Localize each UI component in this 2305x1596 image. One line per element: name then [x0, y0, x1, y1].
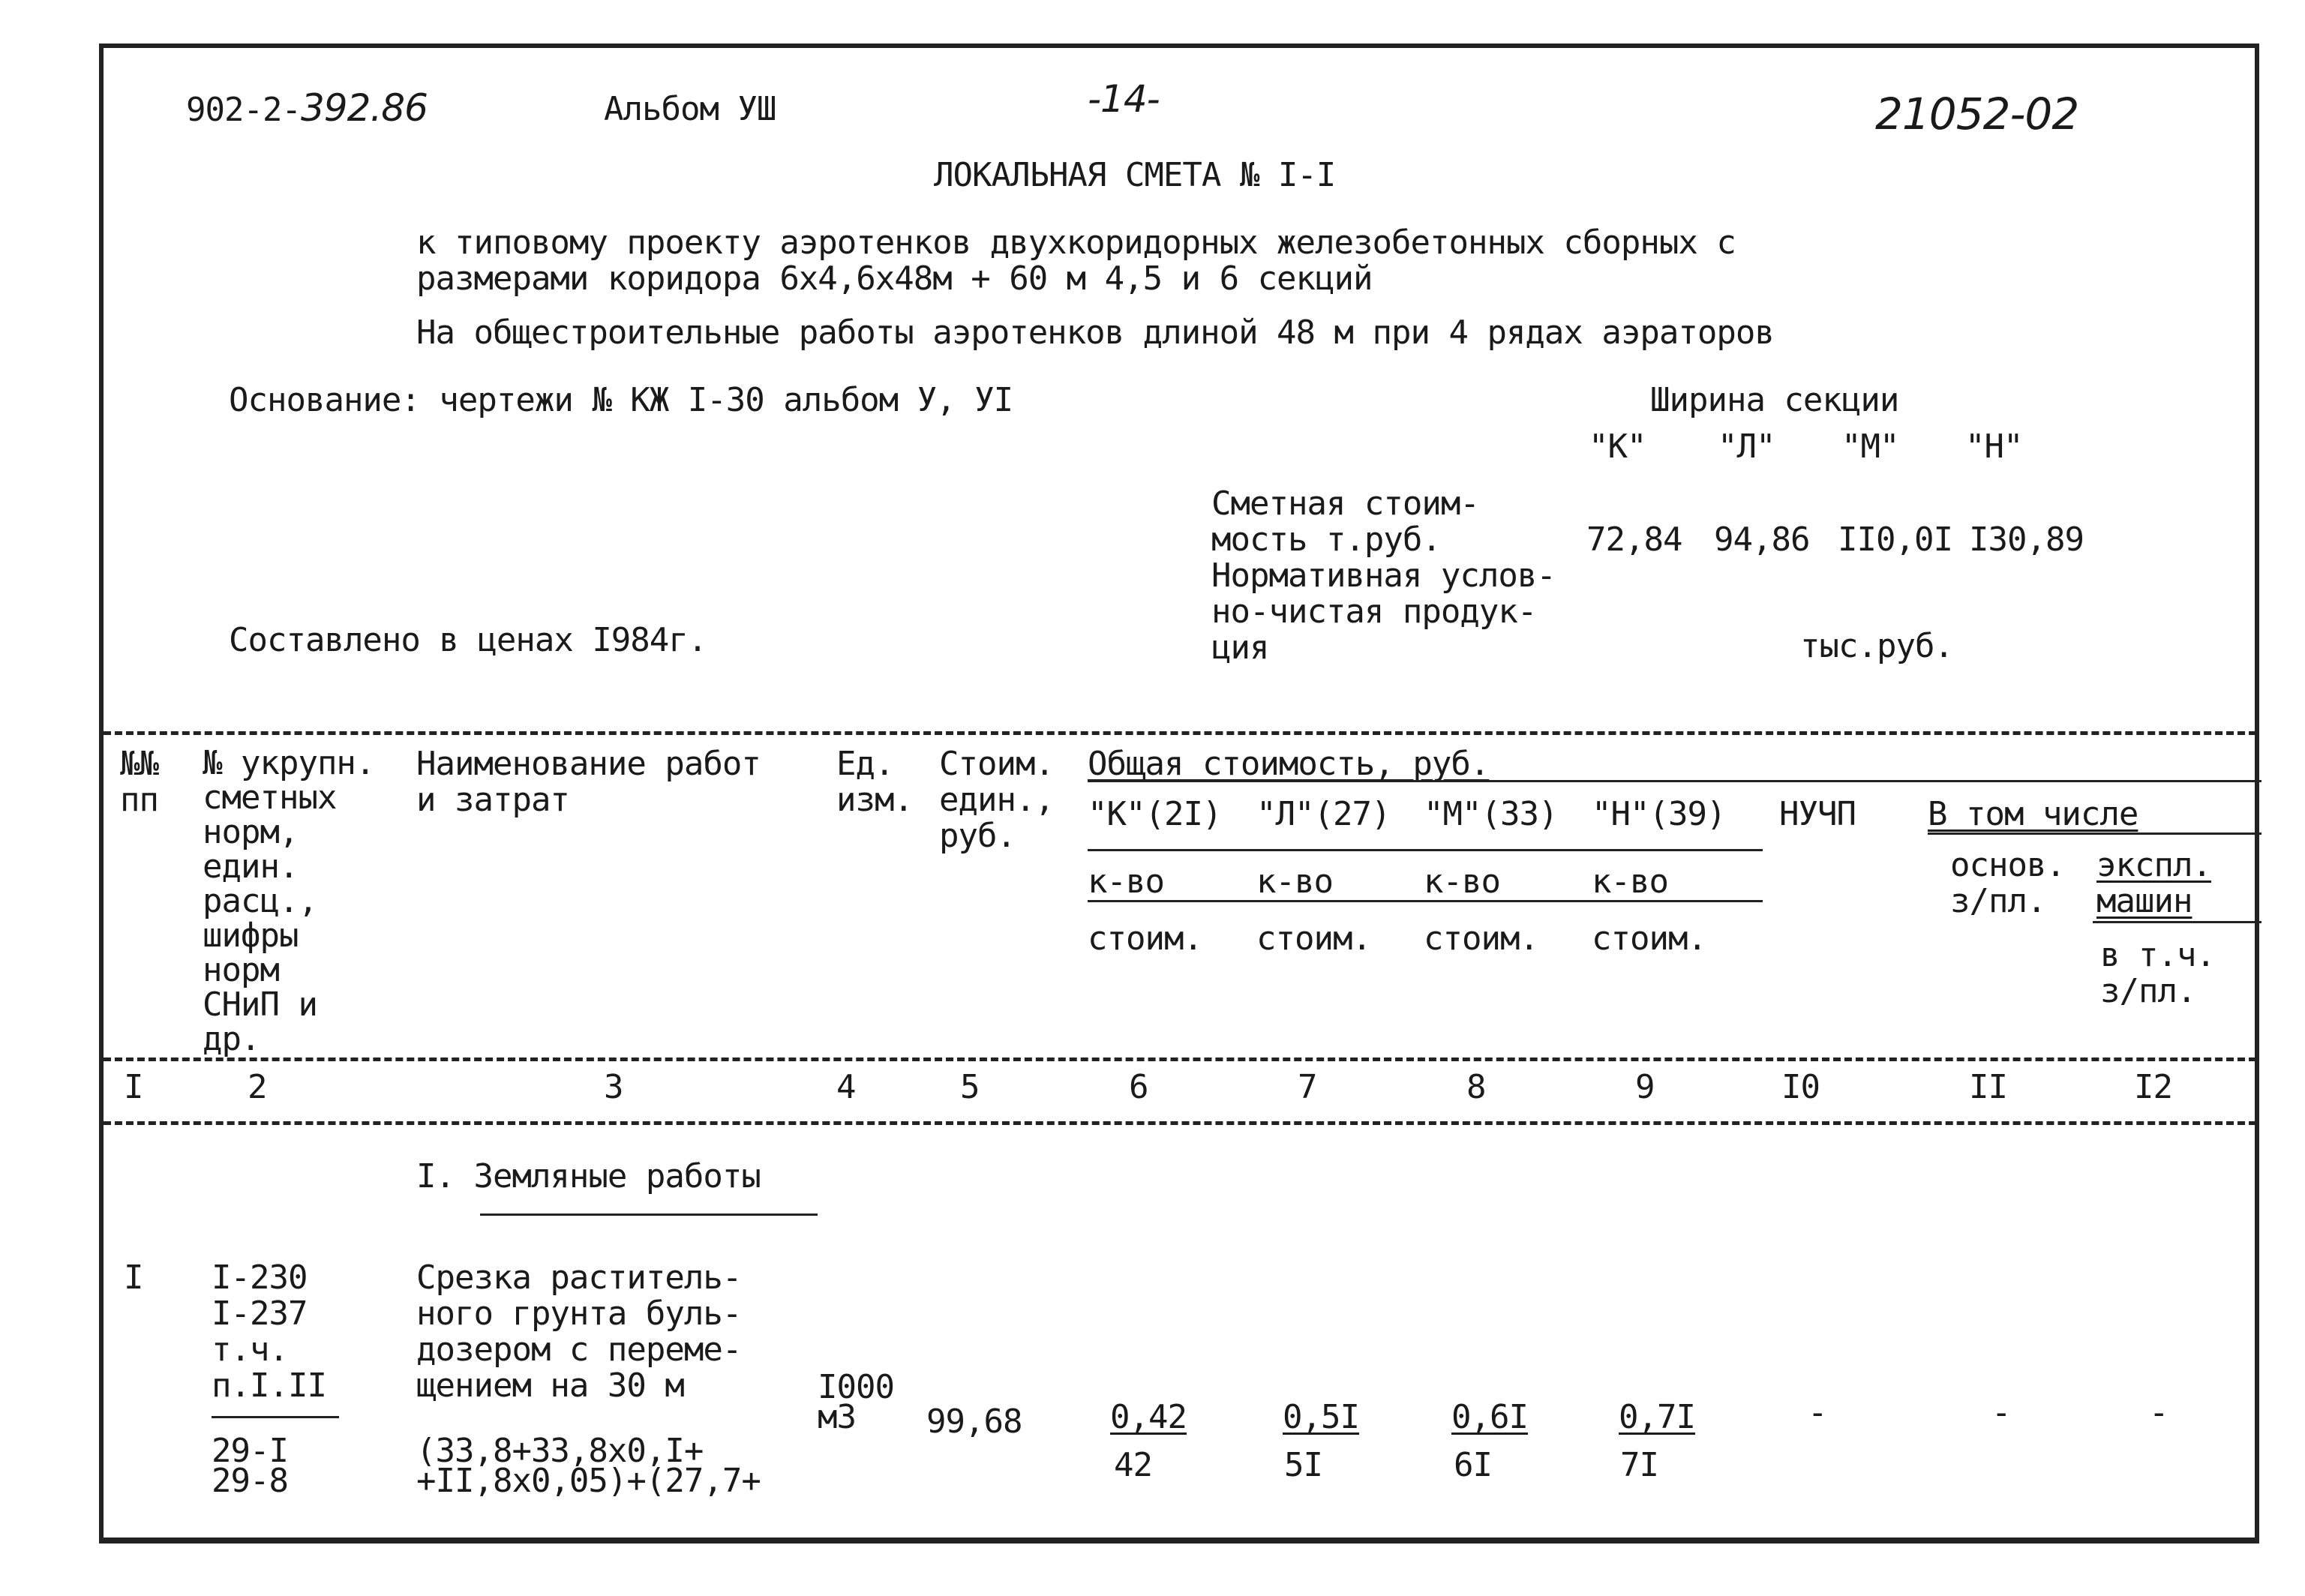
col-number-11: II	[1969, 1068, 2007, 1106]
row-1-l-qty: 0,5I	[1283, 1398, 1359, 1436]
estimate-title: ЛОКАЛЬНАЯ СМЕТА № I-I	[934, 156, 1336, 194]
section-width-label: Ширина секции	[1650, 381, 1899, 419]
row-1-k-qty: 0,42	[1110, 1398, 1187, 1436]
col-number-4: 4	[836, 1068, 856, 1106]
header-nuchp: НУЧП	[1779, 795, 1856, 833]
row-1-m-cost: 6I	[1454, 1446, 1492, 1484]
document-number: 21052-02	[1875, 88, 2079, 140]
basis-text: Основание: чертежи № КЖ I-30 альбом У, УI	[229, 381, 1013, 419]
header-k: "К"(2I)	[1088, 795, 1222, 833]
header-m: "М"(33)	[1424, 795, 1558, 833]
page-number: -14-	[1088, 77, 1160, 121]
cost-k: 72,84	[1586, 520, 1682, 559]
row-1-unit: I000 м3	[818, 1368, 894, 1436]
row-1-l-cost: 5I	[1284, 1446, 1322, 1484]
columns-rule-2	[1088, 900, 1763, 902]
header-num: №№ пп	[120, 745, 158, 819]
col-number-5: 5	[960, 1068, 980, 1106]
normative-product-label: Нормативная услов- но-чистая продук- ция	[1211, 556, 1556, 667]
estimate-cost-label: Сметная стоим- мость т.руб.	[1211, 484, 1479, 559]
header-norms: № укрупн. сметных норм, един. расц., шифры норм СНиП и др.	[203, 744, 375, 1058]
col-number-6: 6	[1129, 1068, 1148, 1106]
header-unit-cost: Стоим. един., руб.	[939, 745, 1054, 855]
row-1-n-qty: 0,7I	[1619, 1398, 1695, 1436]
section-col-k: "К"	[1589, 428, 1646, 466]
col-number-1: I	[124, 1068, 143, 1106]
row-1-num: I	[124, 1258, 143, 1297]
title-line-3: На общестроительные работы аэротенков длиной 48 м при 4 рядах аэраторов	[416, 314, 1774, 352]
row-1-norms-2: 29-I 29-8	[212, 1432, 288, 1500]
compiled-in-prices: Составлено в ценах I984г.	[229, 621, 707, 659]
row-1-norms-rule	[212, 1416, 339, 1418]
header-basic-wage: основ. з/пл.	[1950, 846, 2065, 920]
thousand-rub-unit: тыс.руб.	[1800, 627, 1953, 665]
table-top-rule	[104, 731, 2256, 735]
header-k-cost: стоим.	[1088, 920, 1202, 958]
row-1-formula: (33,8+33,8х0,I+ +II,8х0,05)+(27,7+	[416, 1432, 761, 1500]
col-numbers-top-rule	[104, 1058, 2256, 1061]
section-title: I. Земляные работы	[416, 1157, 761, 1196]
row-1-unit-cost: 99,68	[926, 1402, 1022, 1441]
header-m-qty: к-во	[1424, 862, 1500, 901]
header-k-qty: к-во	[1088, 862, 1164, 901]
header-m-cost: стоим.	[1424, 920, 1538, 958]
col-number-10: I0	[1781, 1068, 1820, 1106]
section-col-l: "Л"	[1718, 428, 1775, 466]
col-number-12: I2	[2134, 1068, 2172, 1106]
header-n-qty: к-во	[1592, 862, 1668, 901]
row-1-work-name: Срезка раститель- ного грунта буль- дозером с переме- щением на 30 м	[416, 1258, 742, 1405]
col-numbers-bottom-rule	[104, 1121, 2256, 1125]
header-n: "Н"(39)	[1592, 795, 1726, 833]
header-unit: Ед. изм.	[836, 745, 913, 819]
row-1-n-cost: 7I	[1620, 1446, 1658, 1484]
row-1-k-cost: 42	[1114, 1446, 1152, 1484]
cost-l: 94,86	[1714, 520, 1810, 559]
header-work-name: Наименование работ и затрат	[416, 745, 761, 819]
row-1-nuchp: -	[1808, 1394, 1827, 1432]
cost-m: II0,0I	[1838, 520, 1952, 559]
title-line-2: размерами коридора 6х4,6х48м + 60 м 4,5 и 6 секций	[416, 260, 1373, 298]
album-label: Альбом УШ	[604, 90, 776, 128]
section-title-rule	[480, 1214, 818, 1216]
section-col-m: "М"	[1841, 428, 1899, 466]
col-number-9: 9	[1635, 1068, 1655, 1106]
header-total-cost: Общая стоимость, руб.	[1088, 745, 1490, 783]
row-1-norms: I-230 I-237 т.ч. п.I.II	[212, 1258, 326, 1405]
section-col-n: "Н"	[1965, 428, 2023, 466]
cost-n: I30,89	[1969, 520, 2084, 559]
row-1-m-qty: 0,6I	[1451, 1398, 1528, 1436]
header-l-cost: стоим.	[1256, 920, 1371, 958]
header-machines: экспл. машин	[2096, 846, 2211, 920]
including-rule	[1928, 832, 2261, 835]
columns-rule-1	[1088, 849, 1763, 851]
col-number-7: 7	[1298, 1068, 1317, 1106]
header-machines-wage: в т.ч. з/пл.	[2100, 936, 2215, 1010]
project-code: 902-2-392.86	[186, 86, 428, 130]
col-number-3: 3	[604, 1068, 623, 1106]
machines-rule	[2093, 921, 2261, 923]
header-l: "Л"(27)	[1256, 795, 1391, 833]
total-cost-rule	[1088, 780, 2261, 782]
row-1-basic-wage: -	[1991, 1394, 2011, 1432]
header-including: В том числе	[1928, 795, 2138, 833]
header-n-cost: стоим.	[1592, 920, 1706, 958]
header-l-qty: к-во	[1256, 862, 1333, 901]
title-line-1: к типовому проекту аэротенков двухкоридорных железобетонных сборных с	[416, 224, 1736, 262]
col-number-8: 8	[1466, 1068, 1486, 1106]
row-1-machines: -	[2149, 1394, 2168, 1432]
col-number-2: 2	[248, 1068, 267, 1106]
